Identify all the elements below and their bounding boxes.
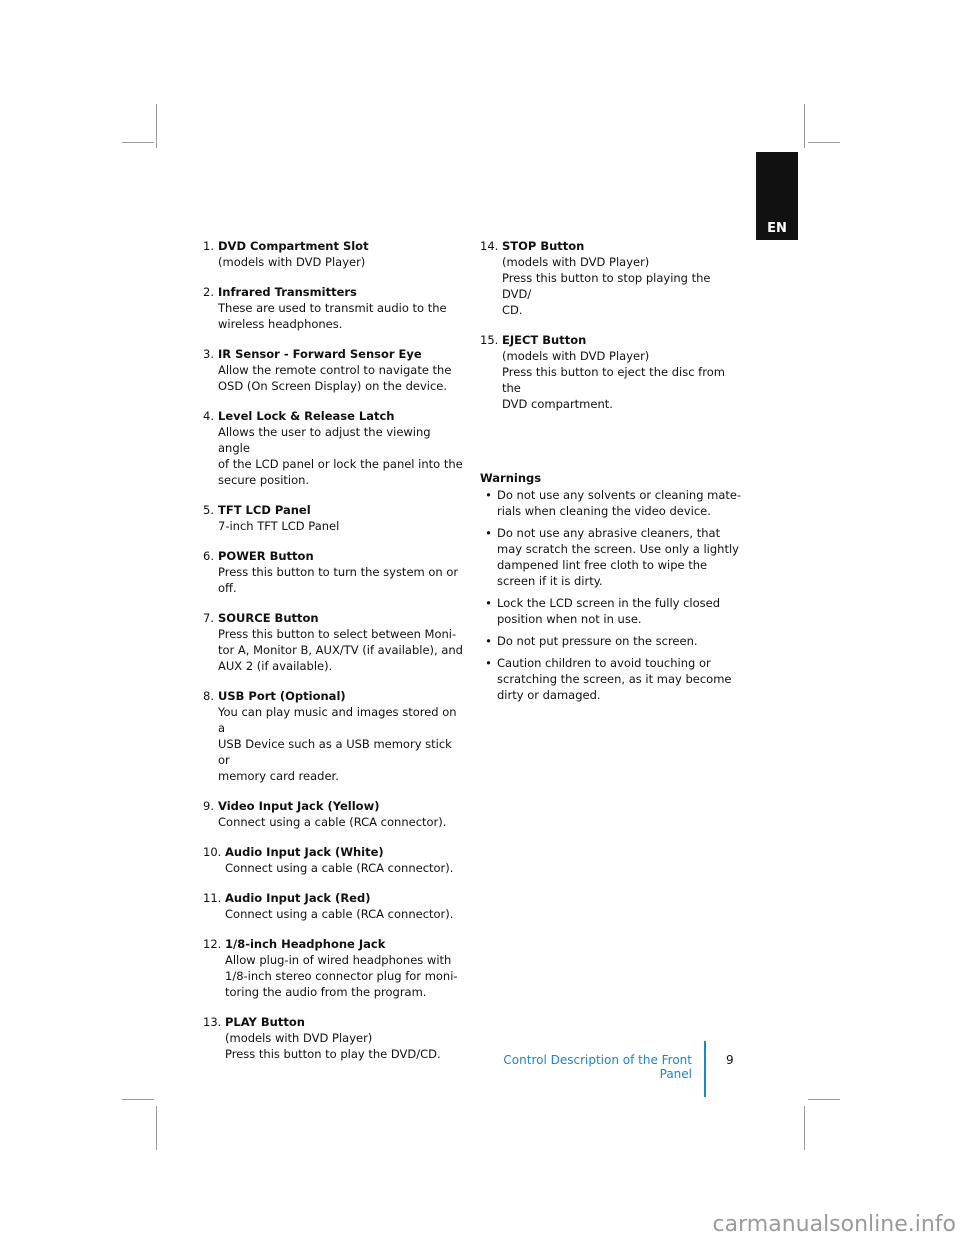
- bullet-icon: •: [485, 634, 492, 648]
- crop-mark: [804, 1106, 805, 1150]
- item-description: toring the audio from the program.: [225, 985, 427, 999]
- warning-line: may scratch the screen. Use only a lightly: [497, 542, 739, 556]
- item-description: Connect using a cable (RCA connector).: [225, 861, 454, 875]
- item-number: 13.: [203, 1015, 222, 1029]
- item-title: 1/8-inch Headphone Jack: [225, 937, 386, 951]
- warning-line: dampened lint free cloth to wipe the: [497, 558, 708, 572]
- bullet-icon: •: [485, 656, 492, 670]
- item-title: IR Sensor - Forward Sensor Eye: [218, 347, 422, 361]
- item-number: 15.: [480, 333, 499, 347]
- warning-text: [497, 487, 742, 519]
- warning-item: [480, 595, 742, 627]
- item-description: Press this button to eject the disc from the: [502, 365, 725, 395]
- item-number: 3.: [203, 347, 214, 361]
- item-description: Press this button to select between Moni-: [218, 627, 457, 641]
- warning-text: [497, 595, 742, 627]
- item-description: DVD compartment.: [502, 397, 613, 411]
- item-number: 8.: [203, 689, 214, 703]
- list-item: [203, 548, 465, 596]
- item-number: 7.: [203, 611, 214, 625]
- item-body: [225, 844, 465, 876]
- warning-line: scratching the screen, as it may become: [497, 672, 732, 686]
- item-description: Allow the remote control to navigate the: [218, 363, 452, 377]
- item-description: (models with DVD Player): [218, 255, 366, 269]
- crop-mark: [156, 1106, 157, 1150]
- item-title: Infrared Transmitters: [218, 285, 357, 299]
- crop-mark: [808, 142, 840, 143]
- item-title: USB Port (Optional): [218, 689, 346, 703]
- footer-section-title: Control Description of the Front Panel: [503, 1053, 692, 1081]
- item-description: Press this button to stop playing the DVD/: [502, 271, 711, 301]
- item-number: 10.: [203, 845, 222, 859]
- list-item: [480, 238, 742, 318]
- warning-line: Do not use any abrasive cleaners, that: [497, 526, 721, 540]
- item-description: Press this button to play the DVD/CD.: [225, 1047, 441, 1061]
- item-description: (models with DVD Player): [502, 349, 650, 363]
- item-body: [218, 238, 465, 270]
- item-body: [218, 502, 465, 534]
- warning-text: [497, 633, 742, 649]
- item-number: 11.: [203, 891, 222, 905]
- footer-divider: [704, 1041, 706, 1097]
- item-body: [218, 688, 465, 784]
- item-description: Allows the user to adjust the viewing angle: [218, 425, 431, 455]
- item-description: secure position.: [218, 473, 310, 487]
- list-item: [480, 332, 742, 412]
- warning-line: dirty or damaged.: [497, 688, 601, 702]
- list-item: [203, 284, 465, 332]
- item-description: These are used to transmit audio to the: [218, 301, 447, 315]
- crop-mark: [122, 1099, 154, 1100]
- page-number: 9: [726, 1053, 734, 1067]
- item-body: [225, 1014, 465, 1062]
- bullet-icon: •: [485, 526, 492, 540]
- item-body: [218, 610, 465, 674]
- list-item: [203, 238, 465, 270]
- warning-item: [480, 655, 742, 703]
- item-title: Video Input Jack (Yellow): [218, 799, 380, 813]
- crop-mark: [156, 104, 157, 148]
- list-item: [203, 844, 465, 876]
- item-description: OSD (On Screen Display) on the device.: [218, 379, 448, 393]
- item-description: (models with DVD Player): [225, 1031, 373, 1045]
- list-item: [203, 1014, 465, 1062]
- list-item: [203, 798, 465, 830]
- right-column: [480, 238, 742, 709]
- warning-line: Do not put pressure on the screen.: [497, 634, 698, 648]
- crop-mark: [804, 104, 805, 148]
- item-body: [218, 798, 465, 830]
- item-body: [218, 284, 465, 332]
- item-body: [218, 548, 465, 596]
- item-number: 9.: [203, 799, 214, 813]
- item-number: 14.: [480, 239, 499, 253]
- item-number: 1.: [203, 239, 214, 253]
- item-description: You can play music and images stored on a: [218, 705, 457, 735]
- item-description: 7-inch TFT LCD Panel: [218, 519, 340, 533]
- crop-mark: [122, 142, 154, 143]
- item-body: [225, 890, 465, 922]
- item-title: EJECT Button: [502, 333, 587, 347]
- list-item: [203, 890, 465, 922]
- watermark: carmanualsonline.info: [712, 1212, 956, 1237]
- language-tab: EN: [756, 152, 798, 240]
- list-item: [203, 502, 465, 534]
- item-description: Connect using a cable (RCA connector).: [225, 907, 454, 921]
- warning-item: [480, 525, 742, 589]
- item-title: SOURCE Button: [218, 611, 319, 625]
- item-title: DVD Compartment Slot: [218, 239, 369, 253]
- item-description: 1/8-inch stereo connector plug for moni-: [225, 969, 458, 983]
- warning-text: [497, 655, 742, 703]
- warning-line: Do not use any solvents or cleaning mate-: [497, 488, 742, 502]
- bullet-icon: •: [485, 488, 492, 502]
- warning-line: screen if it is dirty.: [497, 574, 603, 588]
- item-number: 6.: [203, 549, 214, 563]
- item-number: 12.: [203, 937, 222, 951]
- item-number: 4.: [203, 409, 214, 423]
- warning-item: [480, 633, 742, 649]
- item-description: Allow plug-in of wired headphones with: [225, 953, 452, 967]
- item-body: [225, 936, 465, 1000]
- warning-line: Lock the LCD screen in the fully closed: [497, 596, 721, 610]
- item-title: PLAY Button: [225, 1015, 305, 1029]
- item-body: [502, 332, 742, 412]
- bullet-icon: •: [485, 596, 492, 610]
- item-title: TFT LCD Panel: [218, 503, 311, 517]
- item-description: CD.: [502, 303, 523, 317]
- item-description: of the LCD panel or lock the panel into the: [218, 457, 463, 471]
- item-title: Audio Input Jack (Red): [225, 891, 371, 905]
- list-item: [203, 346, 465, 394]
- item-description: Press this button to turn the system on or off.: [218, 565, 459, 595]
- list-item: [203, 936, 465, 1000]
- warnings-title: Warnings: [480, 471, 542, 485]
- item-body: [218, 408, 465, 488]
- item-description: Connect using a cable (RCA connector).: [218, 815, 447, 829]
- item-title: Audio Input Jack (White): [225, 845, 384, 859]
- list-item: [203, 688, 465, 784]
- left-column: [203, 238, 465, 1076]
- item-number: 2.: [203, 285, 214, 299]
- item-title: POWER Button: [218, 549, 314, 563]
- item-body: [218, 346, 465, 394]
- item-title: STOP Button: [502, 239, 585, 253]
- warnings-section: [480, 470, 742, 703]
- item-description: memory card reader.: [218, 769, 339, 783]
- warning-line: Caution children to avoid touching or: [497, 656, 711, 670]
- right-item-list: [480, 238, 742, 412]
- list-item: [203, 610, 465, 674]
- list-item: [203, 408, 465, 488]
- warning-line: rials when cleaning the video device.: [497, 504, 711, 518]
- item-description: AUX 2 (if available).: [218, 659, 333, 673]
- item-title: Level Lock & Release Latch: [218, 409, 395, 423]
- item-number: 5.: [203, 503, 214, 517]
- warning-item: [480, 487, 742, 519]
- crop-mark: [808, 1099, 840, 1100]
- warning-line: position when not in use.: [497, 612, 642, 626]
- item-description: wireless headphones.: [218, 317, 343, 331]
- item-description: USB Device such as a USB memory stick or: [218, 737, 452, 767]
- item-body: [502, 238, 742, 318]
- item-description: tor A, Monitor B, AUX/TV (if available), and: [218, 643, 463, 657]
- warnings-list: [480, 487, 742, 703]
- warning-text: [497, 525, 742, 589]
- item-description: (models with DVD Player): [502, 255, 650, 269]
